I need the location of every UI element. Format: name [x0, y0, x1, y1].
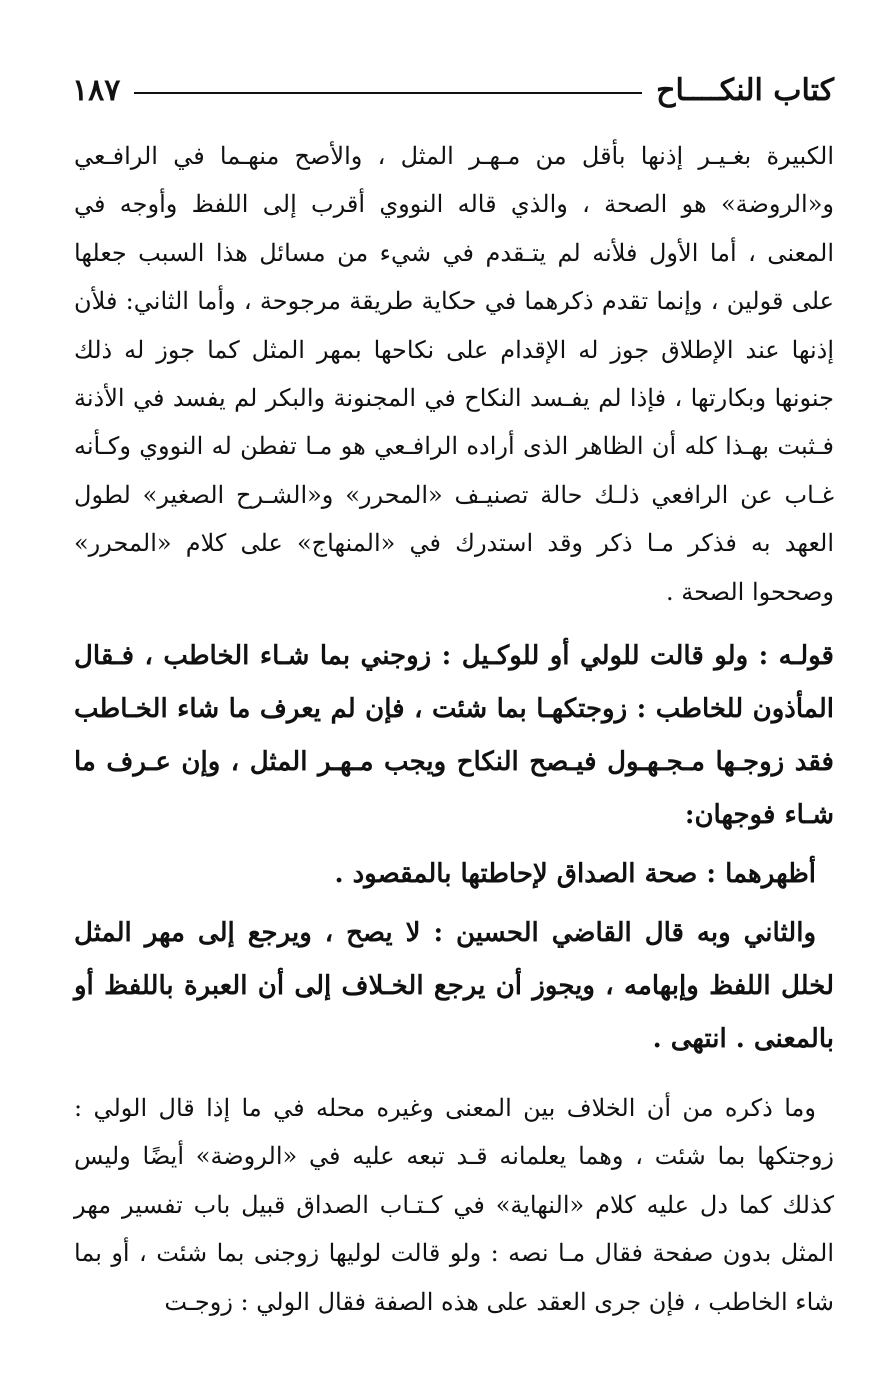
commentary-paragraph: وما ذكره من أن الخلاف بين المعنى وغيره محله في ما إذا قال الولي : زوجتكها بما شئت ، وهما يعلمانه قـد تبعه عليه في «الروضة» أيضًا وليس كذلك كما دل عليه كلام «النهاية» في كـتـاب الصداق قبيل باب تفسير مهر المثل بدون صفحة فقال مـا نصه : ولو قالت لوليها زوجنى بما شئت ، أو بما شاء الخاطب ، فإن جرى العقد على هذه الصفة فقال الولي : زوجـت	[74, 1094, 834, 1316]
page-body	[74, 132, 834, 1326]
chapter-title: كتاب النكــــاح	[656, 72, 834, 108]
quoted-text-paragraph: أظهرهما : صحة الصداق لإحاطتها بالمقصود .	[334, 859, 816, 890]
running-header	[72, 68, 834, 112]
commentary-paragraph: الكبيرة بغـيـر إذنها بأقل من مـهـر المثل ، والأصح منهـما في الرافـعي و«الروضة» هو الصحة ، والذي قاله النووي أقرب إلى اللفظ وأوجه في المعنى ، أما الأول فلأنه لم يتـقدم في شيء من مسائل هذا السبب جعلها على قولين ، وإنما تقدم ذكرهما في حكاية طريقة مرجوحة ، وأما الثاني: فلأن إذنها عند الإطلاق جوز له الإقدام على نكاحها بمهر المثل كما جوز له ذلك جنونها وبكارتها ، فإذا لم يفـسد النكاح في المجنونة والبكر لم يفسد في الأذنة فـثبت بهـذا كله أن الظاهر الذى أراده الرافـعي هو مـا تفطن له النووي وكـأنه غـاب عن الرافعي ذلـك حالة تصنيـف «المحرر» و«الشـرح الصغير» لطول العهد به فذكر مـا ذكر وقد استدرك في «المنهاج» على كلام «المحرر» وصححوا الصحة .	[74, 142, 834, 606]
quoted-text-paragraph: قولـه : ولو قالت للولي أو للوكـيل : زوجني بما شـاء الخاطب ، فـقال المأذون للخاطب : زوجتكهـا بما شئت ، فإن لم يعرف ما شاء الخـاطب فقد زوجـها مـجـهـول فيـصح النكاح ويجب مـهـر المثل ، وإن عـرف ما شـاء فوجهان:	[74, 641, 834, 831]
page-number: ١٨٧	[72, 72, 121, 108]
quoted-text-paragraph: والثاني وبه قال القاضي الحسين : لا يصح ، ويرجع إلى مهر المثل لخلل اللفظ وإبهامه ، ويجوز أن يرجع الخـلاف إلى أن العبرة باللفظ أو بالمعنى . انتهى .	[74, 918, 834, 1055]
header-rule	[134, 92, 642, 94]
